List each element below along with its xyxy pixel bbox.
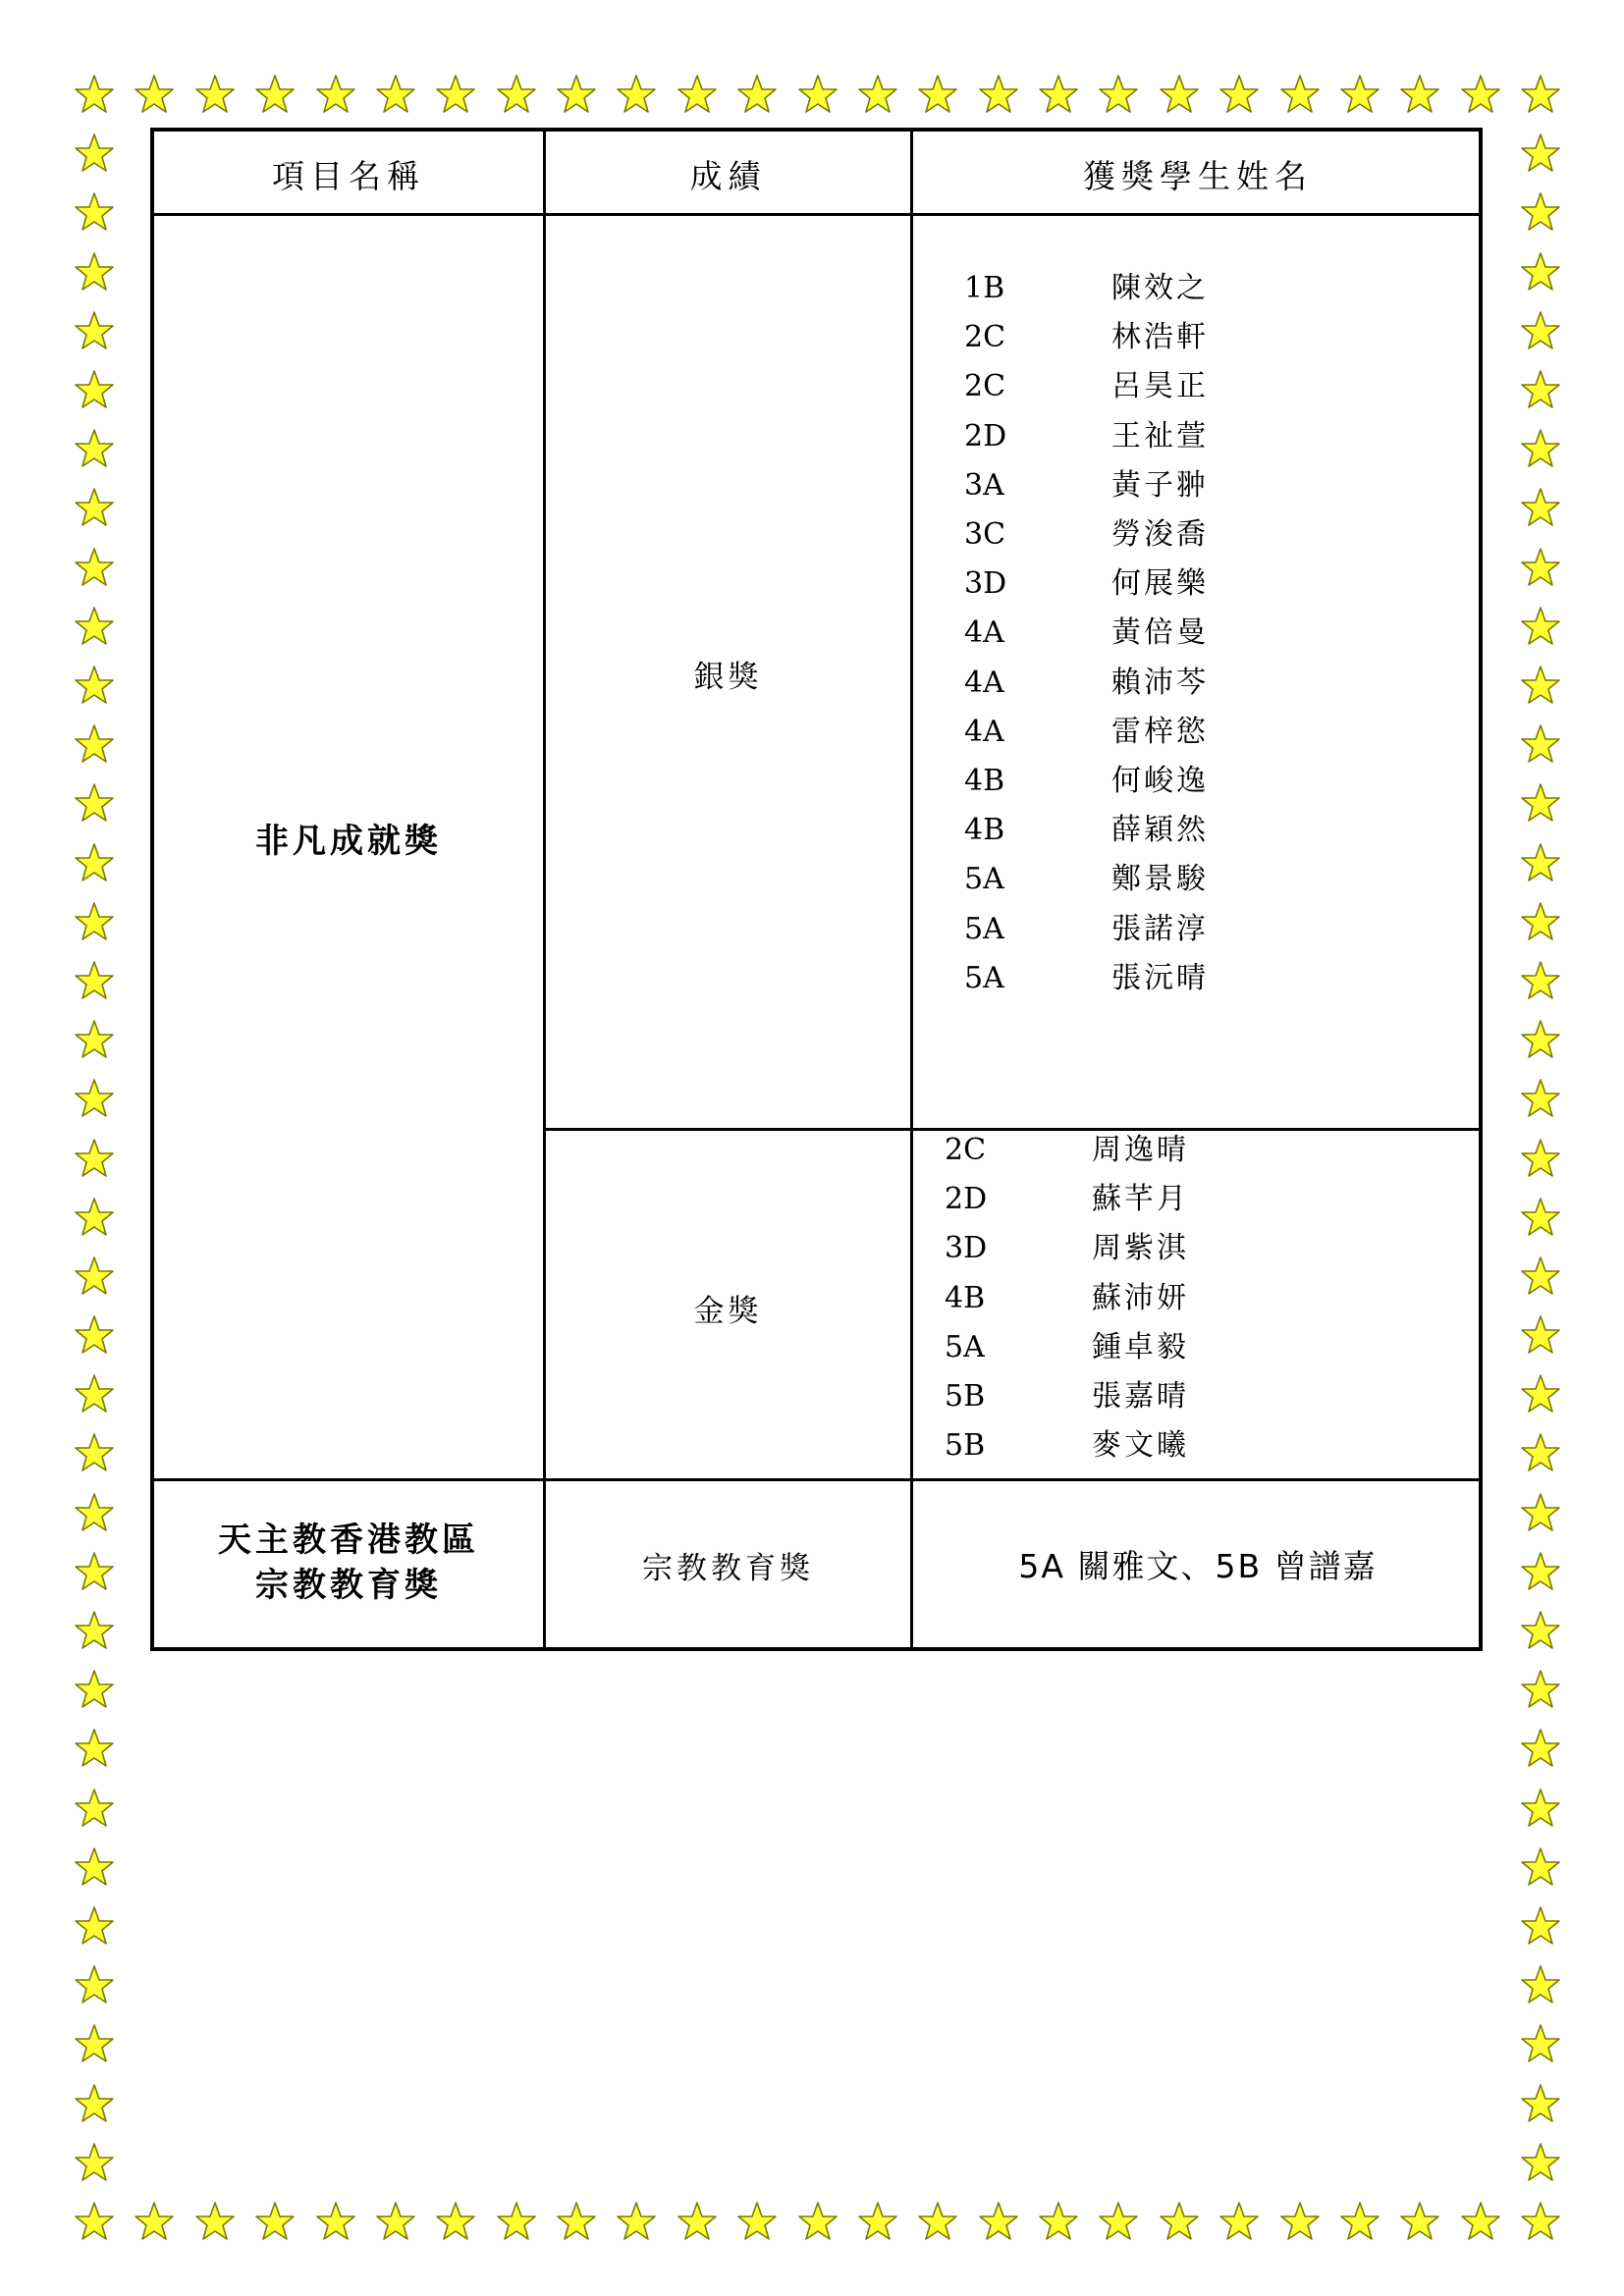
star-icon [1520, 369, 1561, 410]
star-icon [496, 74, 537, 115]
star-icon [1520, 842, 1561, 883]
star-icon [1520, 1078, 1561, 1119]
star-icon [1520, 74, 1561, 115]
star-icon [1520, 723, 1561, 765]
silver-grade-label: 銀獎 [693, 660, 763, 695]
star-icon [74, 251, 115, 293]
award-table [150, 128, 1483, 1651]
star-icon [1520, 2142, 1561, 2183]
star-icon [74, 487, 115, 528]
star-icon [1520, 2201, 1561, 2242]
student-entry [964, 811, 1209, 850]
student-entry [964, 860, 1209, 899]
student-class: 5A [964, 911, 1004, 946]
star-icon [134, 74, 175, 115]
star-icon [1520, 1373, 1561, 1415]
student-class: 2D [945, 1182, 988, 1217]
star-icon [1520, 191, 1561, 233]
star-icon [1218, 2201, 1260, 2242]
star-icon [74, 1197, 115, 1238]
student-name: 王祉萱 [1111, 418, 1209, 454]
student-class: 2C [945, 1133, 987, 1167]
star-icon [74, 1788, 115, 1829]
diocese-award-line2: 宗教教育獎 [255, 1566, 442, 1605]
student-class: 3A [964, 467, 1004, 503]
student-name: 雷梓慾 [1111, 714, 1209, 749]
student-name: 蘇沛妍 [1092, 1280, 1189, 1315]
student-entry [945, 1426, 1189, 1466]
star-icon [1520, 1788, 1561, 1829]
star-icon [556, 74, 597, 115]
religious-grade-label: 宗教教育獎 [642, 1551, 814, 1586]
student-class: 5A [964, 960, 1004, 995]
student-class: 4A [964, 714, 1004, 749]
star-icon [74, 1019, 115, 1060]
student-class: 4B [964, 813, 1005, 848]
winner-separator: 、 [1180, 1547, 1216, 1585]
star-icon [736, 2201, 778, 2242]
star-icon [1159, 2201, 1200, 2242]
student-name: 蘇芊月 [1092, 1182, 1189, 1217]
star-icon [1399, 74, 1440, 115]
star-icon [74, 2083, 115, 2124]
student-name: 鍾卓毅 [1092, 1329, 1189, 1364]
student-class: 5A [945, 1329, 985, 1364]
star-icon [74, 1432, 115, 1473]
student-entry [964, 713, 1209, 752]
star-icon [857, 2201, 898, 2242]
star-icon [1399, 2201, 1440, 2242]
student-class: 5B [945, 1379, 986, 1414]
star-icon [1520, 1019, 1561, 1060]
winner-class: 5A [1018, 1547, 1065, 1585]
student-name: 黃倍曼 [1111, 615, 1209, 651]
student-class: 2C [964, 369, 1006, 404]
religious-winners [913, 1541, 1483, 1587]
star-icon [1520, 1551, 1561, 1592]
student-class: 5A [964, 862, 1004, 897]
student-class: 4A [964, 665, 1004, 700]
star-icon [978, 2201, 1019, 2242]
student-name: 呂昊正 [1111, 369, 1209, 404]
star-icon [74, 1255, 115, 1297]
star-icon [1520, 1255, 1561, 1297]
diocese-award-name [154, 1518, 543, 1608]
student-entry [964, 515, 1209, 555]
column-divider [543, 132, 546, 1647]
star-icon [74, 2201, 115, 2242]
star-icon [1218, 74, 1260, 115]
student-name: 勞浚喬 [1111, 517, 1209, 552]
star-icon [1520, 487, 1561, 528]
star-icon [1098, 74, 1139, 115]
student-class: 5B [945, 1428, 986, 1464]
header-item-name: 項目名稱 [272, 157, 425, 195]
star-icon [1520, 1728, 1561, 1769]
student-class: 2D [964, 418, 1007, 454]
student-entry [964, 762, 1209, 801]
row-divider [154, 1478, 1479, 1481]
star-icon [254, 2201, 296, 2242]
star-icon [74, 1669, 115, 1710]
student-entry [964, 269, 1209, 308]
star-icon [1520, 1432, 1561, 1473]
star-icon [1520, 2023, 1561, 2064]
star-icon [74, 1078, 115, 1119]
star-icon [74, 2142, 115, 2183]
star-icon [74, 310, 115, 351]
star-icon [1460, 74, 1501, 115]
student-name: 張諾淳 [1111, 911, 1209, 946]
student-entry [945, 1229, 1189, 1268]
star-icon [1520, 1669, 1561, 1710]
gold-grade-label: 金獎 [693, 1294, 763, 1329]
star-icon [1339, 2201, 1380, 2242]
star-icon [978, 74, 1019, 115]
student-name: 何展樂 [1111, 566, 1209, 602]
diocese-award-line1: 天主教香港教區 [218, 1521, 479, 1560]
star-icon [74, 782, 115, 824]
star-icon [254, 74, 296, 115]
star-icon [1520, 251, 1561, 293]
star-icon [74, 1551, 115, 1592]
winner-class: 5B [1215, 1547, 1263, 1585]
student-entry [945, 1131, 1189, 1170]
student-entry [964, 564, 1209, 604]
student-entry [964, 417, 1209, 456]
star-icon [74, 1905, 115, 1947]
star-icon [194, 2201, 236, 2242]
student-name: 黃子翀 [1111, 467, 1209, 503]
star-icon [375, 2201, 416, 2242]
student-class: 3C [964, 517, 1006, 552]
star-icon [74, 133, 115, 174]
star-icon [1460, 2201, 1501, 2242]
student-name: 周逸晴 [1092, 1133, 1189, 1167]
star-icon [74, 960, 115, 1001]
student-name: 鄭景駿 [1111, 862, 1209, 897]
star-icon [616, 2201, 657, 2242]
star-icon [1279, 74, 1321, 115]
student-entry [964, 614, 1209, 653]
star-icon [1520, 1138, 1561, 1179]
student-class: 4A [964, 615, 1004, 651]
star-icon [134, 2201, 175, 2242]
star-icon [1520, 665, 1561, 706]
star-icon [74, 1728, 115, 1769]
student-class: 1B [964, 271, 1005, 305]
star-icon [74, 1373, 115, 1415]
star-icon [74, 901, 115, 942]
star-icon [315, 2201, 356, 2242]
star-icon [74, 665, 115, 706]
student-name: 林浩軒 [1111, 320, 1209, 355]
star-icon [797, 2201, 839, 2242]
star-icon [74, 1138, 115, 1179]
star-icon [74, 606, 115, 647]
star-icon [74, 74, 115, 115]
student-entry [964, 910, 1209, 949]
header-winners: 獲獎學生姓名 [1083, 157, 1313, 195]
star-icon [1520, 960, 1561, 1001]
star-icon [74, 547, 115, 588]
star-icon [1038, 74, 1079, 115]
star-icon [1098, 2201, 1139, 2242]
student-class: 4B [964, 764, 1005, 798]
student-entry [964, 664, 1209, 703]
star-icon [616, 74, 657, 115]
student-name: 陳效之 [1111, 271, 1209, 305]
star-icon [1520, 1492, 1561, 1533]
student-name: 周紫淇 [1092, 1231, 1189, 1266]
star-icon [556, 2201, 597, 2242]
star-icon [1520, 1197, 1561, 1238]
star-icon [1520, 782, 1561, 824]
student-name: 麥文曦 [1092, 1428, 1189, 1464]
star-icon [736, 74, 778, 115]
winner-name: 關雅文 [1077, 1547, 1181, 1585]
student-entry [964, 367, 1209, 406]
student-name: 何峻逸 [1111, 764, 1209, 798]
student-entry [964, 466, 1209, 506]
star-icon [1520, 901, 1561, 942]
star-icon [74, 723, 115, 765]
student-entry [964, 959, 1209, 998]
star-icon [496, 2201, 537, 2242]
star-icon [74, 1492, 115, 1533]
star-icon [1520, 1905, 1561, 1947]
star-icon [74, 842, 115, 883]
star-icon [917, 74, 958, 115]
star-icon [1339, 74, 1380, 115]
star-icon [74, 1964, 115, 2005]
star-icon [1159, 74, 1200, 115]
winner-name: 曾譜嘉 [1273, 1547, 1378, 1585]
student-class: 3D [945, 1231, 988, 1266]
star-icon [1520, 310, 1561, 351]
star-icon [1520, 547, 1561, 588]
student-name: 賴沛芩 [1111, 665, 1209, 700]
star-icon [1279, 2201, 1321, 2242]
star-icon [1520, 606, 1561, 647]
star-icon [1520, 1314, 1561, 1356]
header-result: 成績 [689, 157, 767, 195]
star-icon [857, 74, 898, 115]
star-icon [74, 369, 115, 410]
student-name: 張嘉晴 [1092, 1379, 1189, 1414]
star-icon [1520, 1964, 1561, 2005]
student-entry [945, 1279, 1189, 1318]
student-class: 3D [964, 566, 1007, 602]
star-icon [1520, 428, 1561, 469]
star-icon [1520, 1846, 1561, 1888]
star-icon [315, 74, 356, 115]
header-divider [154, 213, 1479, 216]
star-icon [194, 74, 236, 115]
star-icon [1520, 133, 1561, 174]
star-icon [1520, 2083, 1561, 2124]
star-icon [74, 191, 115, 233]
star-icon [74, 428, 115, 469]
student-name: 薛穎然 [1111, 813, 1209, 848]
star-icon [74, 2023, 115, 2064]
star-icon [917, 2201, 958, 2242]
star-icon [74, 1610, 115, 1651]
student-entry [945, 1328, 1189, 1367]
star-icon [435, 74, 476, 115]
student-class: 2C [964, 320, 1006, 355]
student-entry [945, 1377, 1189, 1416]
star-icon [74, 1846, 115, 1888]
student-entry [945, 1180, 1189, 1219]
student-entry [964, 318, 1209, 357]
award-item-name: 非凡成就獎 [255, 822, 442, 861]
star-icon [375, 74, 416, 115]
column-divider [910, 132, 913, 1647]
star-icon [435, 2201, 476, 2242]
star-icon [1520, 1610, 1561, 1651]
star-icon [1038, 2201, 1079, 2242]
star-icon [797, 74, 839, 115]
student-class: 4B [945, 1280, 986, 1315]
student-name: 張沅晴 [1111, 960, 1209, 995]
star-icon [677, 2201, 718, 2242]
star-icon [74, 1314, 115, 1356]
star-icon [677, 74, 718, 115]
